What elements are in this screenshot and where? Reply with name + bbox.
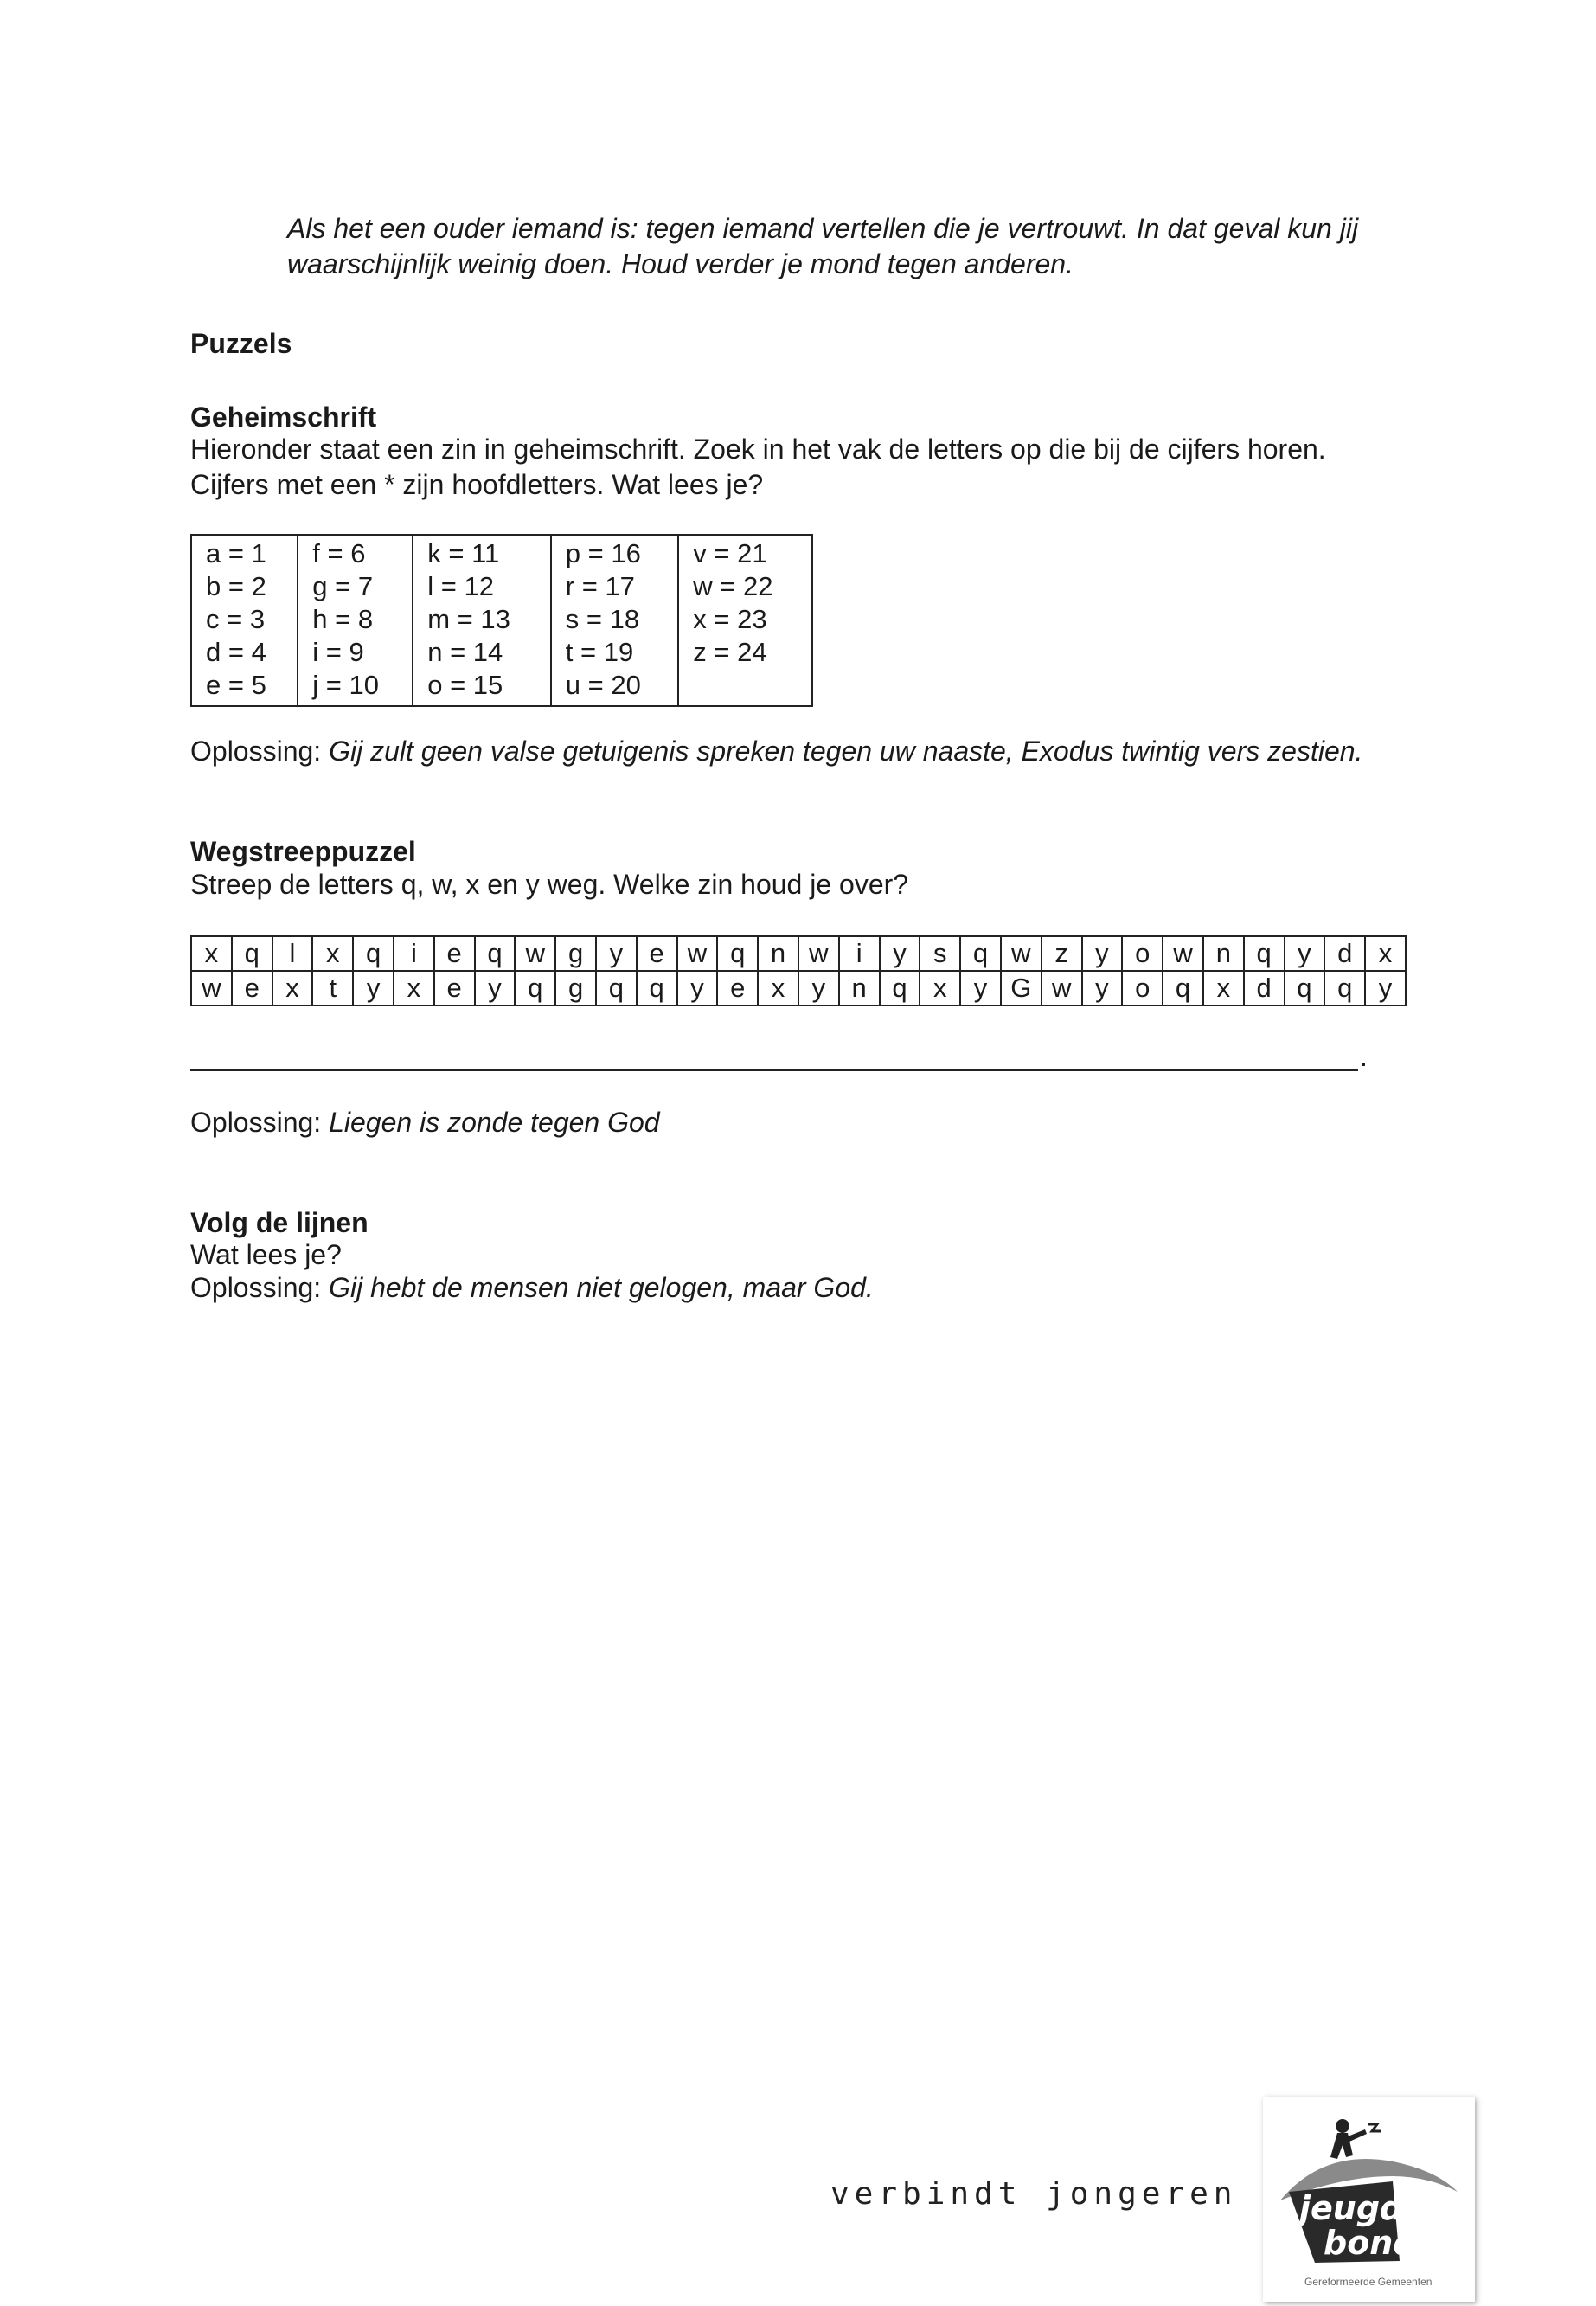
letter-cell[interactable]: n [1203, 936, 1244, 971]
letter-cell[interactable]: x [1365, 936, 1406, 971]
letter-cell[interactable]: x [312, 936, 353, 971]
letter-cell[interactable]: d [1244, 971, 1285, 1005]
letter-cell[interactable]: e [434, 936, 475, 971]
geheimschrift-instr-line-2: Cijfers met een * zijn hoofdletters. Wat lees je? [190, 469, 764, 500]
letter-cell[interactable]: x [758, 971, 798, 1005]
letter-cell[interactable]: t [312, 971, 353, 1005]
letter-cell[interactable]: n [839, 971, 880, 1005]
wegstreep-instructions: Streep de letters q, w, x en y weg. Welke zin houd je over? [190, 869, 909, 900]
letter-cell[interactable]: o [1122, 936, 1163, 971]
geheimschrift-solution [190, 734, 1362, 769]
code-key-cell: c = 3 [191, 603, 298, 636]
answer-write-line[interactable] [190, 1069, 1358, 1071]
solution-label: Oplossing: [190, 1272, 330, 1303]
letter-cell[interactable]: q [960, 936, 1001, 971]
code-key-cell: r = 17 [551, 570, 679, 603]
letter-cell[interactable]: y [1082, 971, 1123, 1005]
letter-cell[interactable]: y [596, 936, 637, 971]
letter-cell[interactable]: o [1122, 971, 1163, 1005]
solution-text: Gij hebt de mensen niet gelogen, maar God. [329, 1272, 874, 1303]
letter-cell[interactable]: y [960, 971, 1001, 1005]
letter-cell[interactable]: i [839, 936, 880, 971]
letter-cell[interactable]: y [475, 971, 516, 1005]
code-key-cell: d = 4 [191, 636, 298, 669]
code-key-cell: a = 1 [191, 535, 298, 570]
letter-cell[interactable]: x [272, 971, 313, 1005]
code-key-row [191, 535, 812, 570]
letter-cell[interactable]: w [677, 936, 718, 971]
code-key-cell: e = 5 [191, 669, 298, 706]
code-key-cell: f = 6 [298, 535, 413, 570]
solution-label: Oplossing: [190, 1107, 330, 1138]
code-key-cell: z = 24 [678, 636, 812, 669]
logo-word-1: jeugd [1299, 2189, 1404, 2227]
code-key-table [190, 534, 813, 707]
letter-cell[interactable]: y [1082, 936, 1123, 971]
letter-cell[interactable]: e [637, 936, 677, 971]
volg-solution [190, 1270, 874, 1306]
code-key-cell: t = 19 [551, 636, 679, 669]
letter-cell[interactable]: w [1001, 936, 1042, 971]
letter-cell[interactable]: e [717, 971, 758, 1005]
letter-cell[interactable]: s [920, 936, 960, 971]
letter-cell[interactable]: n [758, 936, 798, 971]
letter-cell[interactable]: y [1285, 936, 1325, 971]
code-key-cell: m = 13 [413, 603, 551, 636]
letter-grid [190, 935, 1407, 1006]
code-key-cell: k = 11 [413, 535, 551, 570]
letter-cell[interactable]: q [717, 936, 758, 971]
letter-cell[interactable]: x [920, 971, 960, 1005]
heading-geheimschrift: Geheimschrift [190, 401, 377, 433]
heading-wegstreeppuzzel: Wegstreeppuzzel [190, 836, 416, 867]
code-key-cell: h = 8 [298, 603, 413, 636]
intro-line-2: waarschijnlijk weinig doen. Houd verder je mond tegen anderen. [287, 248, 1074, 279]
letter-cell[interactable]: G [1001, 971, 1042, 1005]
letter-cell[interactable]: q [1244, 936, 1285, 971]
code-key-row [191, 603, 812, 636]
letter-grid-row [191, 971, 1406, 1005]
letter-grid-row [191, 936, 1406, 971]
letter-cell[interactable]: w [1042, 971, 1082, 1005]
section-heading-puzzels: Puzzels [190, 328, 292, 359]
letter-cell[interactable]: g [555, 971, 596, 1005]
logo-word-2: bond [1324, 2224, 1417, 2262]
letter-cell[interactable]: e [232, 971, 272, 1005]
heading-volg-de-lijnen: Volg de lijnen [190, 1207, 369, 1238]
letter-cell[interactable]: y [353, 971, 394, 1005]
solution-text: Liegen is zonde tegen God [329, 1107, 660, 1138]
code-key-cell: n = 14 [413, 636, 551, 669]
letter-cell[interactable]: i [394, 936, 434, 971]
intro-paragraph [287, 211, 1358, 282]
letter-cell[interactable]: z [1042, 936, 1082, 971]
letter-cell[interactable]: q [1285, 971, 1325, 1005]
jeugdbond-logo [1263, 2097, 1475, 2302]
code-key-cell: o = 15 [413, 669, 551, 706]
code-key-cell: l = 12 [413, 570, 551, 603]
letter-cell[interactable]: d [1324, 936, 1365, 971]
letter-cell[interactable]: l [272, 936, 313, 971]
code-key-row [191, 570, 812, 603]
letter-cell[interactable]: q [353, 936, 394, 971]
intro-line-1: Als het een ouder iemand is: tegen iemand vertellen die je vertrouwt. In dat geval kun jij [287, 213, 1359, 244]
code-key-cell: p = 16 [551, 535, 679, 570]
letter-cell[interactable]: x [1203, 971, 1244, 1005]
letter-cell[interactable]: q [596, 971, 637, 1005]
letter-cell[interactable]: w [798, 936, 839, 971]
letter-cell[interactable]: q [1324, 971, 1365, 1005]
letter-cell[interactable]: q [880, 971, 920, 1005]
letter-cell[interactable]: q [1163, 971, 1203, 1005]
letter-cell[interactable]: y [798, 971, 839, 1005]
logo-caption: Gereformeerde Gemeenten [1304, 2276, 1433, 2288]
letter-cell[interactable]: q [515, 971, 555, 1005]
letter-cell[interactable]: x [191, 936, 232, 971]
letter-cell[interactable]: q [232, 936, 272, 971]
letter-cell[interactable]: q [637, 971, 677, 1005]
solution-text: Gij zult geen valse getuigenis spreken tegen uw naaste, Exodus twintig vers zestien. [329, 735, 1363, 767]
code-key-cell: j = 10 [298, 669, 413, 706]
letter-cell[interactable]: x [394, 971, 434, 1005]
letter-cell[interactable]: e [434, 971, 475, 1005]
wegstreep-solution [190, 1105, 660, 1140]
letter-cell[interactable]: w [515, 936, 555, 971]
code-key-cell: v = 21 [678, 535, 812, 570]
code-key-cell [678, 669, 812, 706]
answer-line-period: . [1360, 1041, 1368, 1072]
jeugdbond-logo-graphic [1263, 2097, 1475, 2302]
letter-cell[interactable]: y [880, 936, 920, 971]
code-key-cell: g = 7 [298, 570, 413, 603]
code-key-cell: u = 20 [551, 669, 679, 706]
code-key-cell: b = 2 [191, 570, 298, 603]
code-key-row [191, 669, 812, 706]
code-key-row [191, 636, 812, 669]
code-key-cell: i = 9 [298, 636, 413, 669]
letter-cell[interactable]: w [191, 971, 232, 1005]
volg-instructions: Wat lees je? [190, 1239, 342, 1270]
code-key-cell: w = 22 [678, 570, 812, 603]
logo-figure-icon [1330, 2119, 1381, 2159]
letter-cell[interactable]: g [555, 936, 596, 971]
geheimschrift-instr-line-1: Hieronder staat een zin in geheimschrift. Zoek in het vak de letters op die bij de cijfers horen. [190, 434, 1326, 465]
code-key-cell: s = 18 [551, 603, 679, 636]
letter-cell[interactable]: y [1365, 971, 1406, 1005]
letter-cell[interactable]: q [475, 936, 516, 971]
footer-slogan: verbindt jongeren [830, 2176, 1238, 2212]
geheimschrift-instructions [190, 432, 1326, 503]
letter-cell[interactable]: w [1163, 936, 1203, 971]
letter-cell[interactable]: y [677, 971, 718, 1005]
code-key-cell: x = 23 [678, 603, 812, 636]
solution-label: Oplossing: [190, 735, 330, 767]
